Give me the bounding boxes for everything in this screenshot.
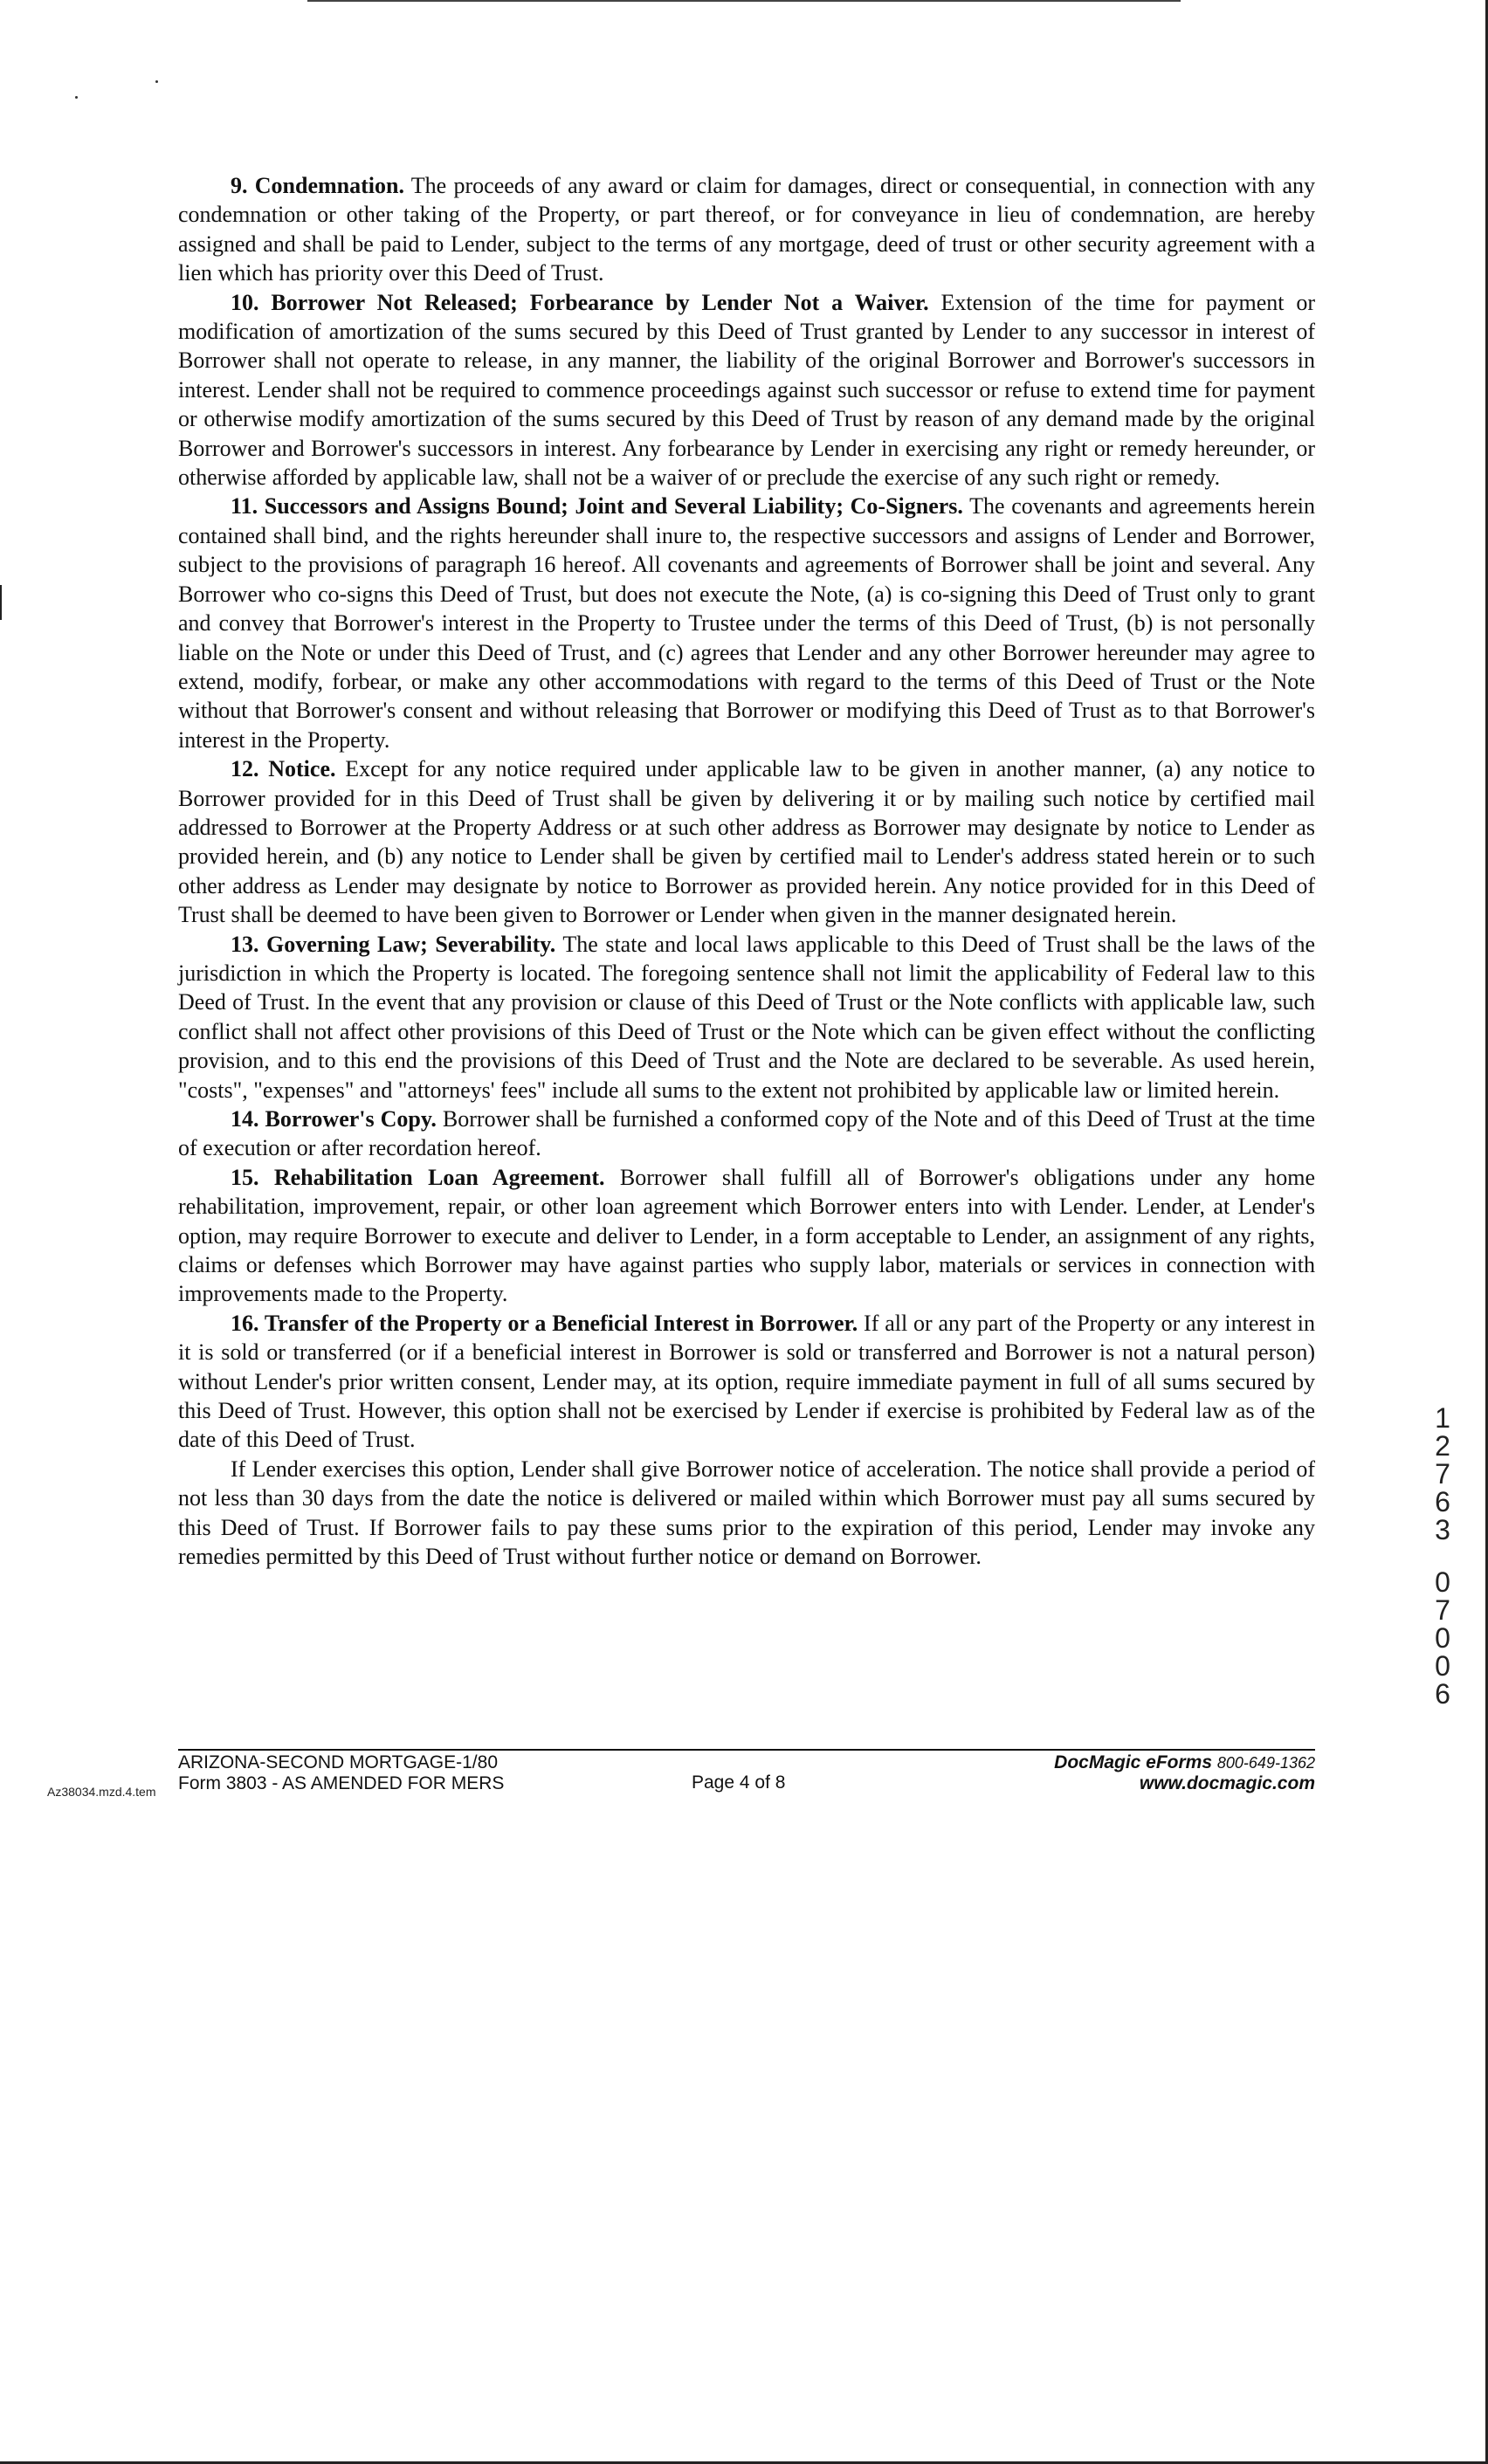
- file-identifier: Az38034.mzd.4.tem: [47, 1785, 156, 1799]
- margin-digit: 2: [1435, 1430, 1450, 1462]
- margin-digit: 7: [1435, 1594, 1450, 1626]
- section-15: [178, 1163, 1315, 1309]
- section-16-text: If all or any part of the Property or any interest in it is sold or transferred (or if a beneficial interest in Borrower is sold or transferred and Borrower is not a natural person) without Lender's prior written consent, Lender may, at its option, require immediate payment in full of all sums secured by this Deed of Trust. However, this option shall not be exercised by Lender if exercise is prohibited by Federal law as of the date of this Deed of Trust.: [178, 1310, 1316, 1453]
- left-scan-mark: [0, 585, 2, 620]
- section-9-text: The proceeds of any award or claim for damages, direct or consequential, in connection with any condemnation or other taking of the Property, or part thereof, or for conveyance in lieu of condemnation, are hereby assigned and shall be paid to Lender, subject to the terms of any mortgage, deed of trust or other security agreement with a lien which has priority over this Deed of Trust.: [178, 173, 1315, 286]
- margin-digit: 7: [1435, 1458, 1450, 1490]
- section-11-text: The covenants and agreements herein contained shall bind, and the rights hereunder shall inure to, the respective successors and assigns of Lender and Borrower, subject to the provisions of paragraph 16 hereof. All covenants and agreements of Borrower shall be joint and several. Any Borrower who co-signs this Deed of Trust, but does not execute the Note, (a) is co-signing this Deed of Trust only to grant and convey that Borrower's interest in the Property to Trustee under the terms of this Deed of Trust, (b) is not personally liable on the Note or under this Deed of Trust, and (c) agrees that Lender and any other Borrower hereunder may agree to extend, modify, forbear, or make any other accommodations with regard to the terms of this Deed of Trust or the Note without that Borrower's consent and without releasing that Borrower or modifying this Deed of Trust as to that Borrower's interest in the Property.: [178, 493, 1316, 753]
- section-13-text: The state and local laws applicable to this Deed of Trust shall be the laws of the jurisdiction in which the Property is located. The foregoing sentence shall not limit the applicability of Federal law to this Deed of Trust. In the event that any provision or clause of this Deed of Trust or the Note conflicts with applicable law, such conflict shall not affect other provisions of this Deed of Trust or the Note which can be given effect without the conflicting provision, and to this end the provisions of this Deed of Trust and the Note are declared to be severable. As used herein, "costs", "expenses" and "attorneys' fees" include all sums to the extent not prohibited by applicable law or limited herein.: [178, 931, 1315, 1103]
- section-12: [178, 754, 1315, 929]
- section-9: [178, 171, 1315, 288]
- deed-of-trust-body: [178, 171, 1315, 1572]
- margin-digit: 0: [1435, 1650, 1450, 1682]
- section-9-heading: 9. Condemnation.: [231, 173, 404, 198]
- section-10: [178, 288, 1315, 492]
- section-14-heading: 14. Borrower's Copy.: [231, 1106, 437, 1132]
- margin-digit: 3: [1435, 1514, 1450, 1545]
- margin-digit: 6: [1435, 1486, 1450, 1518]
- top-rule: [307, 0, 1181, 2]
- section-16-continuation: If Lender exercises this option, Lender shall give Borrower notice of acceleration. The notice shall provide a period of not less than 30 days from the date the notice is delivered or mailed within which Borrower must pay all sums secured by this Deed of Trust. If Borrower fails to pay these sums prior to the expiration of this period, Lender may invoke any remedies permitted by this Deed of Trust without further notice or demand on Borrower.: [178, 1456, 1315, 1570]
- vendor-brand: DocMagic eForms: [1054, 1752, 1213, 1772]
- form-title: ARIZONA-SECOND MORTGAGE-1/80: [178, 1752, 499, 1772]
- footer-rule: [178, 1749, 1315, 1751]
- footer-form-info: [178, 1752, 504, 1794]
- section-12-heading: 12. Notice.: [231, 756, 336, 782]
- section-15-text: Borrower shall fulfill all of Borrower's obligations under any home rehabilitation, improvement, repair, or other loan agreement which Borrower enters into with Lender. Lender, at Lender's option, may require Borrower to execute and deliver to Lender, in a form acceptable to Lender, an assignment of any rights, claims or defenses which Borrower may have against parties who supply labor, materials or services in connection with improvements made to the Property.: [178, 1164, 1316, 1307]
- vendor-phone: 800-649-1362: [1216, 1754, 1315, 1772]
- section-10-text: Extension of the time for payment or modification of amortization of the sums secured by this Deed of Trust granted by Lender to any successor in interest of Borrower shall not operate to release, in any manner, the liability of the original Borrower and Borrower's successors in interest. Lender shall not be required to commence proceedings against such successor or refuse to extend time for payment or otherwise modify amortization of the sums secured by this Deed of Trust by reason of any demand made by the original Borrower and Borrower's successors in interest. Any forbearance by Lender in exercising any right or remedy hereunder, or otherwise afforded by applicable law, shall not be a waiver of or preclude the exercise of any such right or remedy.: [178, 289, 1316, 491]
- recording-number-margin: [1427, 1404, 1458, 1708]
- margin-digit: 6: [1435, 1678, 1450, 1710]
- section-14: [178, 1105, 1315, 1163]
- section-13: [178, 930, 1315, 1105]
- section-12-text: Except for any notice required under applicable law to be given in another manner, (a) any notice to Borrower provided for in this Deed of Trust shall be given by delivering it or by mailing such notice by certified mail addressed to Borrower at the Property Address or at such other address as Borrower may designate by notice to Lender as provided herein, and (b) any notice to Lender shall be given by certified mail to Lender's address stated herein or to such other address as Lender may designate by notice to Borrower as provided herein. Any notice provided for in this Deed of Trust shall be deemed to have been given to Borrower or Lender when given in the manner designated herein.: [178, 756, 1315, 928]
- section-13-heading: 13. Governing Law; Severability.: [231, 931, 556, 957]
- page-number: Page 4 of 8: [692, 1772, 786, 1793]
- section-15-heading: 15. Rehabilitation Loan Agreement.: [231, 1164, 605, 1190]
- section-16-heading: 16. Transfer of the Property or a Beneficial Interest in Borrower.: [231, 1310, 858, 1336]
- form-number: Form 3803 - AS AMENDED FOR MERS: [178, 1773, 505, 1793]
- scan-speck: [155, 80, 158, 83]
- section-14-text: Borrower shall be furnished a conformed copy of the Note and of this Deed of Trust at the time of execution or after recordation hereof.: [178, 1106, 1316, 1161]
- margin-digit: 1: [1435, 1402, 1450, 1434]
- footer-vendor-info: [966, 1752, 1315, 1794]
- scan-speck: [75, 96, 78, 99]
- section-10-heading: 10. Borrower Not Released; Forbearance by Lender Not a Waiver.: [231, 289, 929, 315]
- section-11-heading: 11. Successors and Assigns Bound; Joint and Several Liability; Co-Signers.: [231, 493, 963, 520]
- vendor-line: [966, 1752, 1315, 1773]
- margin-digit: 0: [1435, 1622, 1450, 1654]
- vendor-website: www.docmagic.com: [1139, 1773, 1315, 1793]
- section-16: [178, 1309, 1315, 1455]
- margin-digit: 0: [1435, 1566, 1450, 1598]
- section-11: [178, 492, 1315, 754]
